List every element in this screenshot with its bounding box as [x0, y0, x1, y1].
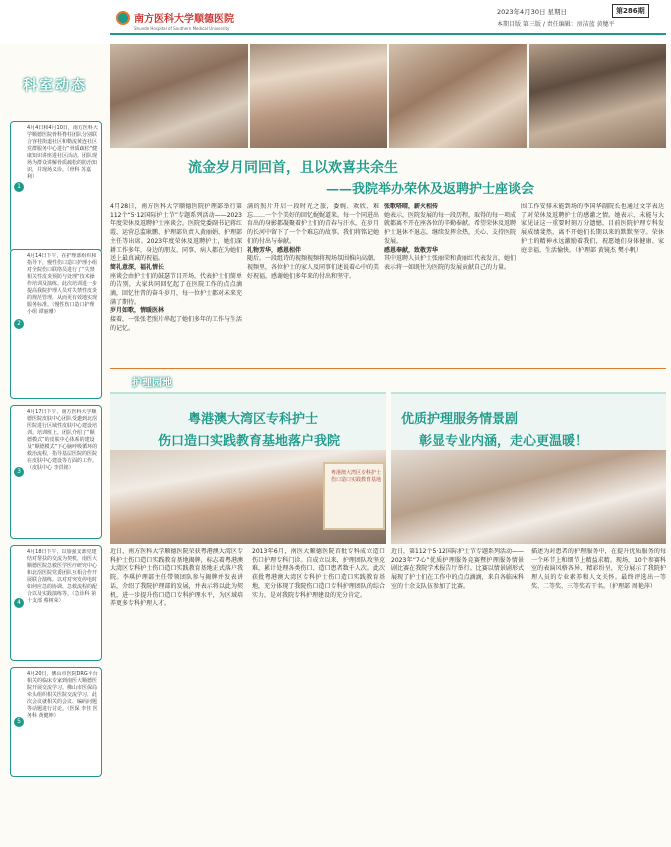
right-feature-subtitle: 彰显专业内涵，走心更温暖！	[419, 434, 589, 449]
section-subhead: 岁月如歌，情暖医林	[110, 307, 165, 315]
brief-number: 5	[14, 717, 24, 727]
issue-date: 2023年4月30日 星期日	[497, 8, 568, 16]
article-column: 4月28日，南方医科大学顺德医院护理部举行第112个“5·12国际护士节”专题系列活动——2023年度荣休及返聘护士座谈会。医院党委副书记蒋红霞、运营总监耿鹏、护理部负责人黄丽娟、护理部主任等出席。2023年度荣休及返聘护士，她们深耕工作多年，身边的朋友、同事、病人都在为她们送上最真诚的祝福。 简礼意深，福礼情长 座谈会由护士们的鼓瑟节目开场，代表护士们简单的告别，大家共同回忆起了在医院工作的点点滴滴，回忆往昔的奋斗岁月，每一位护士都对未来充满了期待。 岁月如歌，情暖医林 接着，一张张老照片串起了她们多年的工作与生活的记忆。	[110, 203, 242, 332]
section-subhead: 简礼意深，福礼情长	[110, 263, 165, 271]
hospital-logo	[116, 10, 234, 25]
brief-text: 4月20日，佛山市医院DRG平台相关的临床专家到南医大顺德医院开展交流学习。佛山市医保局牵头组织相关医院交流学习，此次会议就相关的会议、编码问题等话题进行讨论。（医保 李佳 医务科 黄健坤）	[27, 671, 98, 719]
event-photo	[389, 44, 527, 148]
hospital-emblem-icon	[116, 11, 130, 25]
feature-column: 2013年6月，南医大顺德医院首批专科成立造口伤口护理专科门诊。自成立以来，护理团队攻坚克难，累计处理各类伤口、造口患者数千人次。此次获批粤港澳大湾区专科护士伤口造口实践教育基地，充分体现了我院伤口造口专科护理团队的综合实力，是对我院专科护理建设的充分肯定。	[252, 548, 385, 599]
feature-column: 近日，第112个5·12国际护士节专题系列活动——2023年“7心”优质护理服务竞赛暨护理服务情景剧比赛在我院学术报告厅举行。比赛以情景剧形式展现了护士们在工作中的点点滴滴，来自各临床科室的十余支队伍参加了比赛。	[391, 548, 524, 590]
section-subhead: 礼物芳华，感恩相伴	[247, 246, 302, 254]
brief-text: 4月18日下午，以加强支部党建结对帮扶的交流为契机，南医大顺德医院急救医学医疗研究中心和北滘医院党委团队互相合作开展联合演练。以对对突发停电时如何应急的协调、急救流程的配合以及实践演练等。（急诊科 第十支部 蔡树荣）	[27, 549, 98, 604]
event-photo	[529, 44, 667, 148]
brief-number: 2	[14, 319, 24, 329]
article-column: 满的照片开启一段时光之旅，委婉、欢欣、难忘……一个个美好的回忆娓娓道来。每一个同进出育出的身影都凝聚着护士们的青春与汗水，在岁月的长河中留下了一个个难忘的故事。我们将铭记她们的付出与奉献。 礼物芳华，感恩相伴 随后，一段组诗的视频视频将现场氛围推向高潮。视频里，各位护士的家人及同事们述说着心中的美好祝福，感谢她们多年来的付出和坚守。	[247, 203, 379, 280]
photo-strip	[110, 44, 666, 148]
plaque	[323, 462, 385, 530]
sidebar	[5, 75, 98, 847]
brief-number: 1	[14, 182, 24, 192]
feature-column: 描述为对患者的护理服务中，在提升优质服务的每一个环节上和细节上精益求精。现场，10个参赛科室的表演风格各异、精彩纷呈，充分展示了我院护理人员的专业素养和人文关怀。最终评选出一等奖、二等奖、三等奖若干名。（护理部 周艳萍）	[531, 548, 666, 590]
hospital-name-en: Shunde Hospital of Southern Medical University	[134, 26, 230, 31]
event-photo	[250, 44, 388, 148]
section-subhead: 感恩奉献，致敬芳华	[384, 246, 439, 254]
edition-line: 本期目版 第三版 / 责任编辑：房洁蓝 黄穗平	[497, 21, 615, 28]
hospital-name: 南方医科大学顺德医院	[134, 14, 234, 25]
issue-number: 第286期	[612, 4, 649, 18]
article-headline: 流金岁月同回首，且以欢喜共余生	[188, 160, 398, 176]
brief-text: 4月14日下午，在护理部组织和指导下，慢性伤口造口护理小组对全院伤口联络员进行了“失禁相关性皮炎预防与处理”技术操作培训及演练。此次培训进一步提高我院护理人员对失禁性皮炎的规范管理，从而更有效地实现服务标准。（慢性伤口造口护理小组 谭丽珊）	[27, 253, 98, 315]
event-photo	[110, 44, 248, 148]
article-column: 围工作安排未能到场的李国华副院长也通过文字表达了对荣休及返聘护士的感激之情。她表示，未能与大家见证这一重要时刻万分遗憾，目前医院护理专科发展成绩斐然，离不开她们长期以来的默默坚守。荣休护士的精神永远激励着我们，祝愿她们身体健康、家庭幸福、生活愉快。（护理部 黄镜杰 樊小帆）	[521, 203, 664, 254]
plaque-text: 粤港澳大湾区专科护士伤口造口实践教育基地	[331, 470, 382, 483]
brief-item	[10, 545, 102, 661]
right-feature-title: 优质护理服务情景剧	[401, 412, 519, 427]
feature-column: 近日，南方医科大学顺德医院荣获粤港澳大湾区专科护士伤口造口实践教育基地揭牌，标志着粤港澳大湾区专科护士伤口造口实践教育基地正式落户我院。李琪护理部主任带领团队参与揭牌并发表讲话，介绍了我院护理部的发展，并表示将以此为契机，进一步提升伤口造口专科护理水平，为区域培养更多专科护理人才。	[110, 548, 243, 608]
drama-photo	[391, 450, 666, 544]
left-feature-title: 粤港澳大湾区专科护士	[188, 412, 319, 427]
brief-number: 4	[14, 598, 24, 608]
article-subheadline: ——我院举办荣休及返聘护士座谈会	[326, 182, 535, 197]
brief-item	[10, 405, 102, 539]
header-divider	[110, 33, 666, 35]
section-label: 护理园地	[132, 378, 172, 389]
section-divider	[110, 368, 666, 369]
page-header	[0, 0, 671, 44]
left-feature-subtitle: 伤口造口实践教育基地落户我院	[158, 434, 341, 449]
brief-item	[10, 249, 102, 399]
section-subhead: 张歌嗒晴，薪火相传	[384, 203, 439, 210]
article-column: 张歌嗒晴，薪火相传 她表示，医院发展的每一段历程，取得的每一项成就都离不开在座各位的辛勤奉献。希望荣休及返聘护士退休不退志，继续发挥余热，关心、支持医院发展。 感恩奉献，致敬芳华 其中返聘人员护士张丽荣和黄丽红代表发言，她们表示将一如既往为医院的发展贡献自己的力量。	[384, 203, 516, 271]
sidebar-title: 科室动态	[23, 78, 87, 94]
brief-item	[10, 121, 102, 253]
brief-text: 4月17日下午，南方医科大学顺德医院皮肤中心团队受邀到北滘医院进行区域性皮肤中心建设培训。培训班上，团队介绍了“顺德模式”的皮肤中心体系的建设及“顺德模式”下心脑呼吸循环的救治流程，指导基层医院的医院在皮肤中心建设等方面的工作。（皮肤中心 李洪铭）	[27, 409, 98, 471]
brief-text: 4月4日和4月10日，南方医科大学顺德医院骨科脊柱团队分别联合容桂街道社区和勒流黄连社区党群服务中心进行“骨质疏松”健康知识讲座进社区活动。团队现场为群众讲解骨质疏松的防治知识，并现场义诊。（骨科 苏嘉利）	[27, 125, 98, 180]
brief-number: 3	[14, 467, 24, 477]
brief-item	[10, 667, 102, 777]
